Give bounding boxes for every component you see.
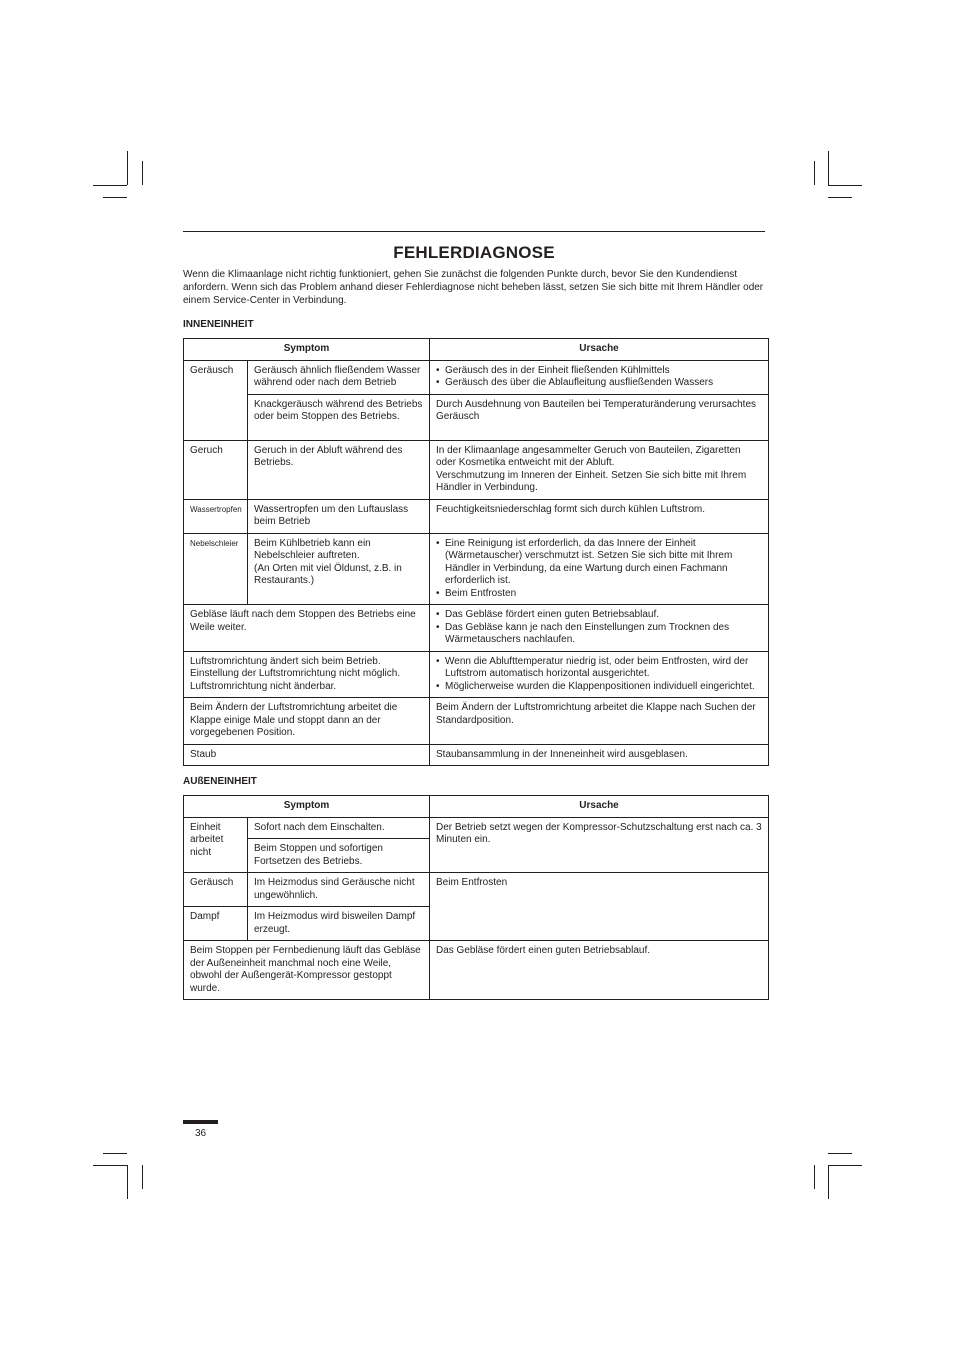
crop-mark <box>142 161 143 185</box>
cause-cell: Das Gebläse fördert einen guten Betriebsablauf. <box>430 941 769 1000</box>
page-number-bar <box>183 1120 218 1124</box>
cause-bullet: • Geräusch des in der Einheit fließenden Kühlmittels <box>445 365 762 378</box>
cause-cell: Beim Entfrosten <box>430 873 769 941</box>
crop-mark <box>103 1153 127 1154</box>
table-row <box>184 744 769 766</box>
table-row <box>184 873 769 907</box>
cause-cell: Feuchtigkeitsniederschlag formt sich durch kühlen Luftstrom. <box>430 499 769 533</box>
crop-mark <box>127 151 128 185</box>
cause-header: Ursache <box>430 339 769 361</box>
cause-cell: Beim Ändern der Luftstromrichtung arbeitet die Klappe nach Suchen der Standardposition. <box>430 698 769 745</box>
category-cell: Geräusch <box>184 360 248 440</box>
table-row <box>184 698 769 745</box>
symptom-cell: Sofort nach dem Einschalten. <box>248 817 430 839</box>
cause-cell <box>430 360 769 394</box>
category-cell: Geruch <box>184 440 248 499</box>
cause-header: Ursache <box>430 796 769 818</box>
cause-bullet: • Das Gebläse kann je nach den Einstellungen zum Trocknen des Wärmetauschers nachlaufen. <box>445 622 762 647</box>
table-header-row <box>184 796 769 818</box>
cause-cell <box>430 533 769 605</box>
cause-line: In der Klimaanlage angesammelter Geruch von Bauteilen, Zigaretten oder Kosmetika entweicht mit der Abluft. <box>436 444 741 468</box>
table-row <box>184 440 769 499</box>
crop-mark <box>814 161 815 185</box>
table-row <box>184 941 769 1000</box>
crop-mark <box>828 1153 852 1154</box>
symptom-cell: Beim Stoppen und sofortigen Fortsetzen des Betriebs. <box>248 839 430 873</box>
table-row <box>184 360 769 394</box>
crop-mark <box>142 1165 143 1189</box>
table-row <box>184 817 769 839</box>
category-cell: Einheit arbeitet nicht <box>184 817 248 873</box>
intro-paragraph: Wenn die Klimaanlage nicht richtig funktioniert, gehen Sie zunächst die folgenden Punkte durch, bevor Sie den Kundendienst anfordern. Wenn sich das Problem anhand dieser Fehlerdiagnose nicht beheben lässt, setzen Sie sich bitte mit Ihrem Händler oder einem Service-Center in Verbindung. <box>183 269 764 306</box>
cause-bullet: • Eine Reinigung ist erforderlich, da das Innere der Einheit (Wärmetauscher) verschmutzt ist. Setzen Sie sich bitte mit Ihrem Händler in Verbindung, da eine Wartung durch einen Fachmann erforderlich ist. <box>445 538 762 588</box>
crop-mark <box>814 1165 815 1189</box>
category-cell: Geräusch <box>184 873 248 907</box>
symptom-cell <box>248 533 430 605</box>
cause-cell <box>430 651 769 698</box>
category-cell: Wassertropfen <box>184 499 248 533</box>
cause-bullet: • Beim Entfrosten <box>445 588 762 601</box>
indoor-table <box>183 338 769 766</box>
crop-mark <box>828 197 852 198</box>
cause-bullet: • Das Gebläse fördert einen guten Betriebsablauf. <box>445 609 762 622</box>
category-cell: Nebelschleier <box>184 533 248 605</box>
symptom-cell: Beim Stoppen per Fernbedienung läuft das Gebläse der Außeneinheit manchmal noch eine Weile, obwohl der Außengerät-Kompressor gestoppt wurde. <box>184 941 430 1000</box>
symptom-cell: Geruch in der Abluft während des Betriebs. <box>248 440 430 499</box>
cause-line: Verschmutzung im Inneren der Einheit. Setzen Sie sich bitte mit Ihrem Händler in Verbindung. <box>436 469 747 493</box>
symptom-cell: Gebläse läuft nach dem Stoppen des Betriebs eine Weile weiter. <box>184 605 430 652</box>
symptom-line: Beim Kühlbetrieb kann ein Nebelschleier auftreten. <box>254 537 371 561</box>
crop-mark <box>127 1165 128 1199</box>
table-row <box>184 533 769 605</box>
crop-mark <box>828 151 829 185</box>
cause-cell <box>430 605 769 652</box>
crop-mark <box>828 1165 862 1166</box>
cause-cell: Durch Ausdehnung von Bauteilen bei Temperaturänderung verursachtes Geräusch <box>430 394 769 440</box>
crop-mark <box>828 185 862 186</box>
symptom-cell: Im Heizmodus wird bisweilen Dampf erzeugt. <box>248 907 430 941</box>
symptom-cell: Im Heizmodus sind Geräusche nicht ungewöhnlich. <box>248 873 430 907</box>
table-header-row <box>184 339 769 361</box>
cause-bullet: • Möglicherweise wurden die Klappenpositionen individuell eingerichtet. <box>445 681 762 694</box>
symptom-header: Symptom <box>184 339 430 361</box>
symptom-cell: Knackgeräusch während des Betriebs oder beim Stoppen des Betriebs. <box>248 394 430 440</box>
symptom-line: Einstellung der Luftstromrichtung nicht möglich. <box>190 668 401 679</box>
cause-cell: Staubansammlung in der Inneneinheit wird ausgeblasen. <box>430 744 769 766</box>
indoor-heading: INNENEINHEIT <box>183 319 254 330</box>
category-cell: Dampf <box>184 907 248 941</box>
symptom-cell: Geräusch ähnlich fließendem Wasser während oder nach dem Betrieb <box>248 360 430 394</box>
header-rule <box>183 231 765 232</box>
cause-cell <box>430 440 769 499</box>
symptom-header: Symptom <box>184 796 430 818</box>
cause-cell: Der Betrieb setzt wegen der Kompressor-Schutzschaltung erst nach ca. 3 Minuten ein. <box>430 817 769 873</box>
symptom-cell: Beim Ändern der Luftstromrichtung arbeitet die Klappe einige Male und stoppt dann an der vorgegebenen Position. <box>184 698 430 745</box>
symptom-cell: Wassertropfen um den Luftauslass beim Betrieb <box>248 499 430 533</box>
table-row <box>184 499 769 533</box>
symptom-line: Luftstromrichtung nicht änderbar. <box>190 680 337 692</box>
symptom-line: Luftstromrichtung ändert sich beim Betrieb. <box>190 655 381 667</box>
table-row <box>184 651 769 698</box>
cause-bullet: • Wenn die Ablufttemperatur niedrig ist, oder beim Entfrosten, wird der Luftstrom automatisch horizontal ausgerichtet. <box>445 656 762 681</box>
outdoor-heading: AUßENEINHEIT <box>183 776 257 787</box>
table-row <box>184 605 769 652</box>
crop-mark <box>828 1165 829 1199</box>
table-row <box>184 394 769 440</box>
symptom-cell <box>184 651 430 698</box>
crop-mark <box>93 185 127 186</box>
outdoor-table <box>183 795 769 1000</box>
page-number: 36 <box>195 1128 207 1139</box>
symptom-cell: Staub <box>184 744 430 766</box>
page-title: FEHLERDIAGNOSE <box>393 243 555 262</box>
crop-mark <box>103 197 127 198</box>
cause-bullet: • Geräusch des über die Ablaufleitung ausfließenden Wassers <box>445 377 762 390</box>
crop-mark <box>93 1165 127 1166</box>
symptom-line: (An Orten mit viel Öldunst, z.B. in Restaurants.) <box>254 562 402 586</box>
